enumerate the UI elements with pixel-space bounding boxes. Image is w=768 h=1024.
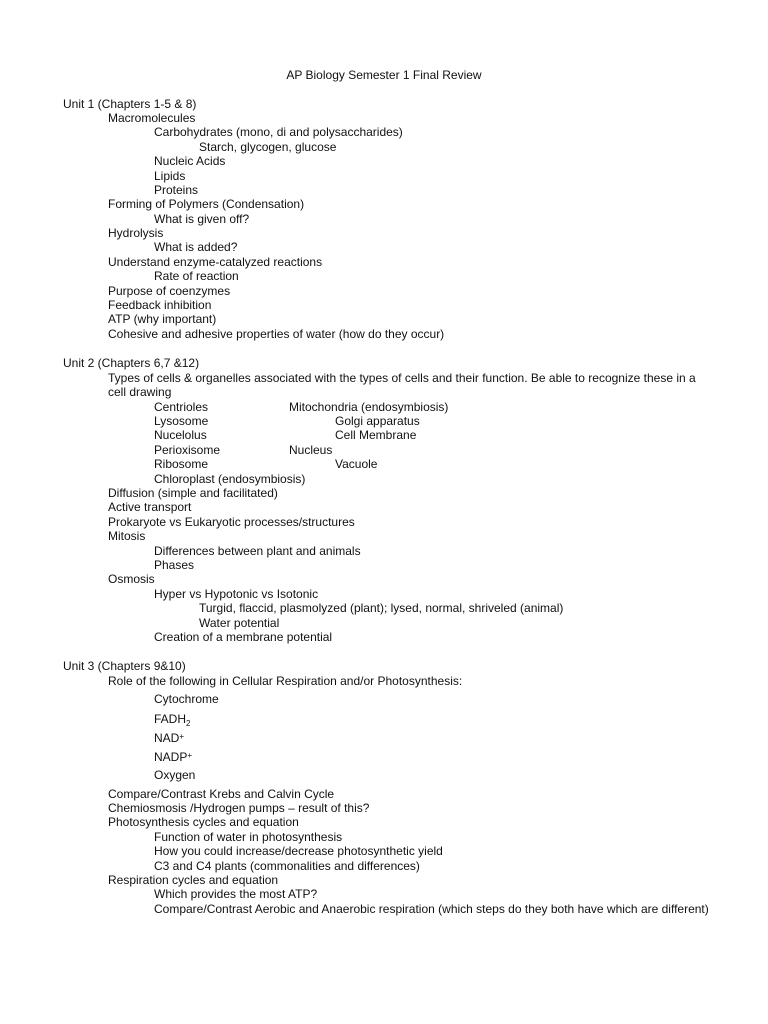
list-item: Hyper vs Hypotonic vs Isotonic — [154, 587, 319, 601]
list-item: Starch, glycogen, glucose — [199, 140, 337, 154]
unit-heading: Unit 1 (Chapters 1-5 & 8) — [63, 97, 197, 111]
list-item: Differences between plant and animals — [154, 544, 361, 558]
list-item: Compare/Contrast Aerobic and Anaerobic respiration (which steps do they both have which are different) — [154, 902, 709, 916]
list-item: Prokaryote vs Eukaryotic processes/structures — [108, 515, 355, 529]
list-item: Hydrolysis — [108, 226, 164, 240]
list-item: Respiration cycles and equation — [108, 873, 279, 887]
list-item: Carbohydrates (mono, di and polysaccharides) — [154, 125, 403, 139]
unit-heading: Unit 2 (Chapters 6,7 &12) — [63, 356, 200, 370]
list-item: C3 and C4 plants (commonalities and differences) — [154, 859, 420, 873]
list-item: Photosynthesis cycles and equation — [108, 815, 299, 829]
list-item: cell drawing — [108, 385, 172, 399]
molecule-item: NADP+ — [154, 750, 193, 764]
list-item: Phases — [154, 558, 195, 572]
molecule-item: NAD+ — [154, 731, 185, 745]
list-item: Osmosis — [108, 572, 155, 586]
organelle-item: Perioxisome — [154, 443, 221, 457]
organelle-item: Ribosome — [154, 457, 209, 471]
list-item: Forming of Polymers (Condensation) — [108, 197, 305, 211]
list-item: What is added? — [154, 240, 238, 254]
organelle-item: Vacuole — [335, 457, 378, 471]
molecule-item: Cytochrome — [154, 692, 219, 706]
list-item: Active transport — [108, 500, 192, 514]
unit-heading: Unit 3 (Chapters 9&10) — [63, 659, 186, 673]
list-item: Mitosis — [108, 529, 146, 543]
list-item: Role of the following in Cellular Respiration and/or Photosynthesis: — [108, 674, 463, 688]
list-item: Cohesive and adhesive properties of water (how do they occur) — [108, 327, 445, 341]
list-item: Compare/Contrast Krebs and Calvin Cycle — [108, 787, 335, 801]
list-item: Water potential — [199, 616, 280, 630]
organelle-item: Nucelolus — [154, 428, 207, 442]
list-item: Lipids — [154, 169, 186, 183]
list-item: Nucleic Acids — [154, 154, 226, 168]
organelle-item: Mitochondria (endosymbiosis) — [289, 400, 449, 414]
molecule-item: Oxygen — [154, 768, 196, 782]
list-item: What is given off? — [154, 212, 250, 226]
list-item: Feedback inhibition — [108, 298, 212, 312]
list-item: Types of cells & organelles associated with the types of cells and their function. Be able to recognize these in a — [108, 371, 696, 385]
organelle-item: Nucleus — [289, 443, 333, 457]
organelle-item: Lysosome — [154, 414, 209, 428]
list-item: Understand enzyme-catalyzed reactions — [108, 255, 323, 269]
list-item: Creation of a membrane potential — [154, 630, 333, 644]
list-item: Diffusion (simple and facilitated) — [108, 486, 278, 500]
list-item: Chemiosmosis /Hydrogen pumps – result of this? — [108, 801, 370, 815]
list-item: Which provides the most ATP? — [154, 887, 318, 901]
organelle-item: Centrioles — [154, 400, 209, 414]
list-item: Function of water in photosynthesis — [154, 830, 343, 844]
page-title: AP Biology Semester 1 Final Review — [286, 68, 482, 82]
list-item: Purpose of coenzymes — [108, 284, 231, 298]
list-item: Rate of reaction — [154, 269, 239, 283]
molecule-item: $FADH_2$ — [154, 712, 191, 728]
list-item: How you could increase/decrease photosynthetic yield — [154, 844, 443, 858]
list-item: Turgid, flaccid, plasmolyzed (plant); lysed, normal, shriveled (animal) — [199, 601, 564, 615]
list-item: Proteins — [154, 183, 199, 197]
organelle-item: Chloroplast (endosymbiosis) — [154, 472, 306, 486]
organelle-item: Cell Membrane — [335, 428, 417, 442]
list-item: Macromolecules — [108, 111, 196, 125]
list-item: ATP (why important) — [108, 312, 217, 326]
organelle-item: Golgi apparatus — [335, 414, 420, 428]
